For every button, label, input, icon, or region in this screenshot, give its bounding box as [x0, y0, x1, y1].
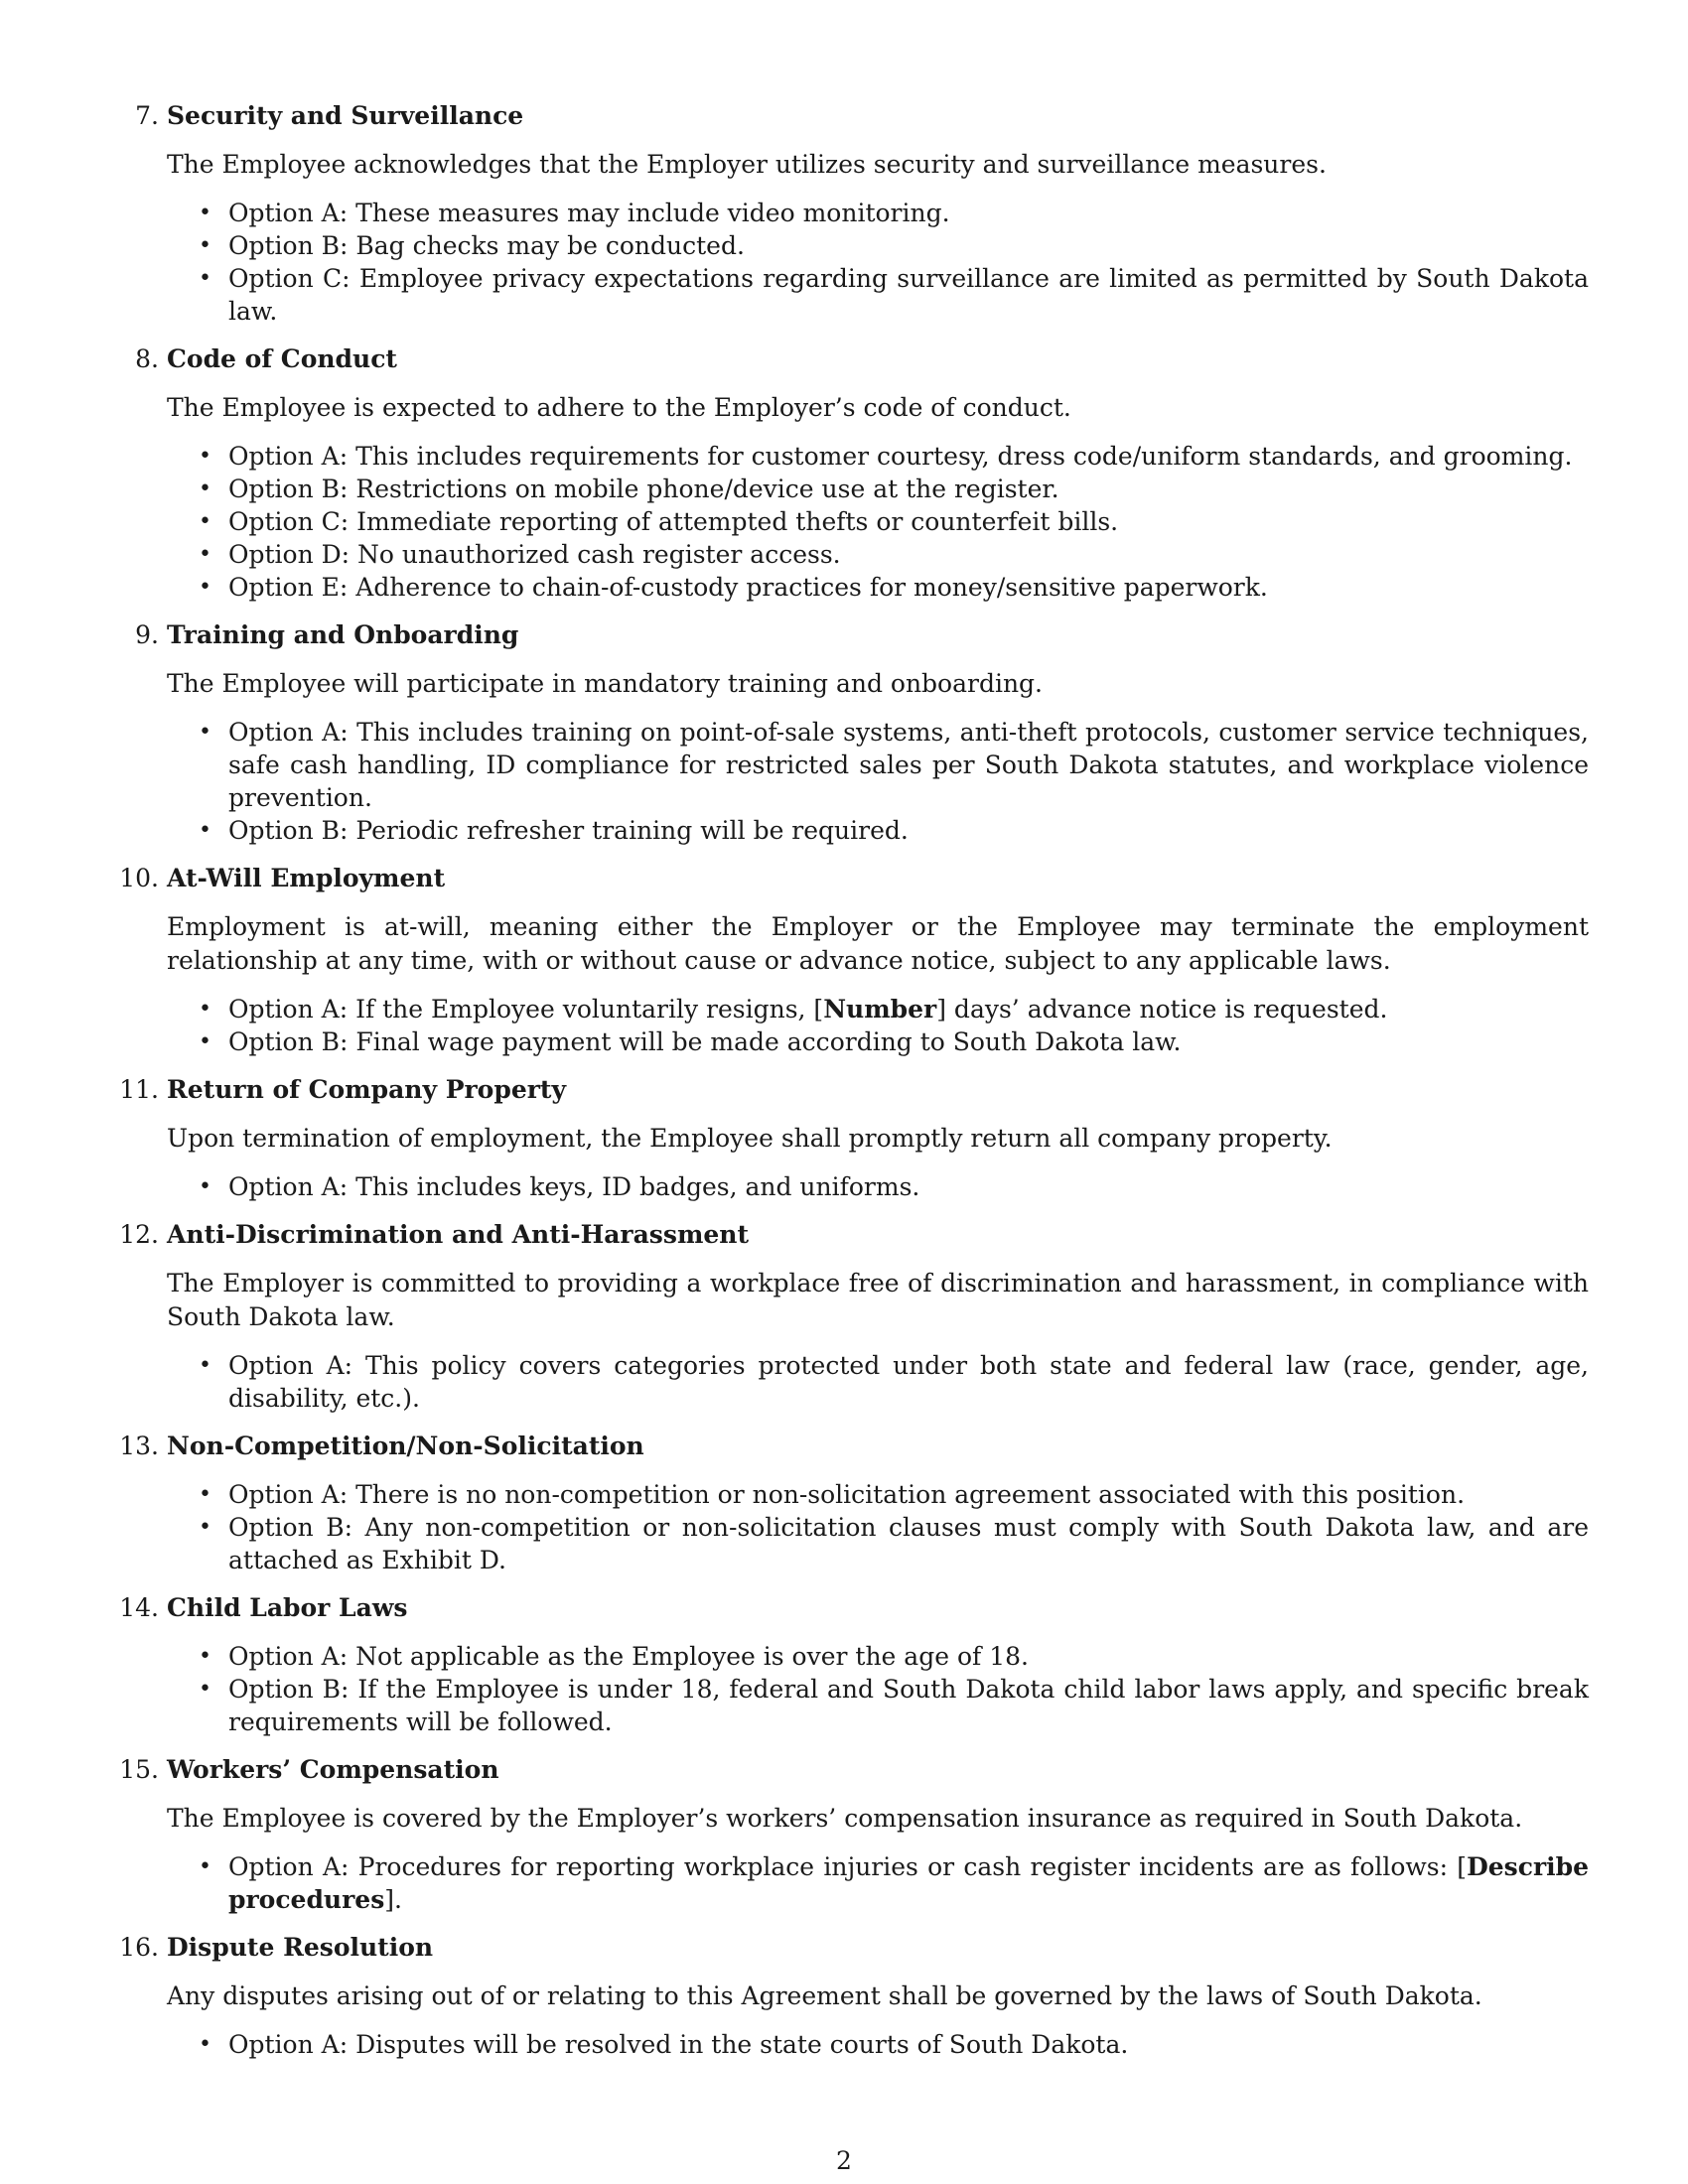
- section-title: Return of Company Property: [167, 1075, 566, 1104]
- option-text-before: Option A: If the Employee voluntarily resigns, [: [228, 995, 824, 1024]
- section-paragraph: The Employee will participate in mandatory training and onboarding.: [167, 669, 1044, 698]
- option-item: [167, 505, 1589, 538]
- section-number: 12.: [119, 1220, 159, 1249]
- option-item: [167, 993, 1589, 1025]
- bullet-icon: •: [199, 1515, 211, 1540]
- bullet-icon: •: [199, 1677, 211, 1702]
- option-item: [167, 229, 1589, 262]
- option-item: [167, 1170, 1589, 1203]
- option-text: Option B: Final wage payment will be made according to South Dakota law.: [228, 1027, 1182, 1056]
- option-text: Option A: This policy covers categories protected under both state and federal law (race, gender, age, disability, etc.).: [228, 1351, 1589, 1413]
- section-title: Code of Conduct: [167, 344, 397, 373]
- section-title: Security and Surveillance: [167, 101, 524, 130]
- bullet-icon: •: [199, 1029, 211, 1054]
- option-item: [167, 1640, 1589, 1673]
- option-text: Option D: No unauthorized cash register access.: [228, 540, 841, 569]
- bullet-icon: •: [199, 1482, 211, 1507]
- option-list: [167, 1478, 1589, 1576]
- option-item: [167, 1850, 1589, 1916]
- option-text: Option E: Adherence to chain-of-custody practices for money/sensitive paperwork.: [228, 573, 1268, 602]
- bullet-icon: •: [199, 201, 211, 225]
- section-number: 14.: [119, 1593, 159, 1622]
- section: [119, 1753, 1589, 1916]
- option-list: [167, 2028, 1589, 2061]
- option-text: Option B: Any non-competition or non-solicitation clauses must comply with South Dakota law, and are attached as Exhibit D.: [228, 1513, 1589, 1574]
- option-list: [167, 716, 1589, 847]
- option-text: [228, 995, 1387, 1024]
- section-number: 16.: [119, 1933, 159, 1962]
- section-title: Training and Onboarding: [167, 620, 519, 649]
- section-number: 15.: [119, 1755, 159, 1784]
- option-text: Option A: These measures may include video monitoring.: [228, 199, 950, 227]
- section-title: Dispute Resolution: [167, 1933, 434, 1962]
- page-number: 2: [836, 2146, 852, 2175]
- bullet-icon: •: [199, 720, 211, 745]
- option-text-after: ] days’ advance notice is requested.: [936, 995, 1388, 1024]
- section: [119, 1218, 1589, 1415]
- option-text-before: Option A: Procedures for reporting workplace injuries or cash register incidents are as follows: [: [228, 1852, 1468, 1881]
- option-item: [167, 571, 1589, 604]
- section-title: Non-Competition/Non-Solicitation: [167, 1432, 644, 1460]
- section-number: 9.: [135, 620, 159, 649]
- section-title: At-Will Employment: [167, 864, 446, 892]
- option-list: [167, 1850, 1589, 1916]
- section-paragraph: Employment is at-will, meaning either the Employer or the Employee may terminate the employment relationship at any time, with or without cause or advance notice, subject to any applicable laws.: [167, 912, 1589, 975]
- document-body: [119, 99, 1589, 2076]
- bullet-icon: •: [199, 575, 211, 600]
- option-item: [167, 814, 1589, 847]
- placeholder-field: Number: [823, 995, 937, 1024]
- option-text: Option A: This includes requirements for customer courtesy, dress code/uniform standards, and grooming.: [228, 442, 1573, 471]
- option-item: [167, 2028, 1589, 2061]
- option-text: Option A: There is no non-competition or non-solicitation agreement associated with this position.: [228, 1480, 1466, 1509]
- option-text: [228, 1852, 1589, 1914]
- bullet-icon: •: [199, 1854, 211, 1879]
- section-number: 13.: [119, 1432, 159, 1460]
- section-paragraph: Any disputes arising out of or relating to this Agreement shall be governed by the laws of South Dakota.: [167, 1981, 1482, 2010]
- option-text-after: ].: [384, 1885, 402, 1914]
- bullet-icon: •: [199, 997, 211, 1022]
- option-text: Option C: Immediate reporting of attempted thefts or counterfeit bills.: [228, 507, 1119, 536]
- section: [119, 862, 1589, 1058]
- option-list: [167, 1640, 1589, 1738]
- option-list: [167, 440, 1589, 604]
- option-text: Option B: Bag checks may be conducted.: [228, 231, 745, 260]
- option-item: [167, 440, 1589, 473]
- section-number: 11.: [119, 1075, 159, 1104]
- section-number: 10.: [119, 864, 159, 892]
- option-item: [167, 1478, 1589, 1511]
- option-list: [167, 1170, 1589, 1203]
- section-paragraph: The Employee is covered by the Employer’s workers’ compensation insurance as required in South Dakota.: [167, 1804, 1523, 1833]
- bullet-icon: •: [199, 444, 211, 469]
- option-item: [167, 716, 1589, 814]
- option-item: [167, 473, 1589, 505]
- option-item: [167, 1673, 1589, 1738]
- section: [119, 1591, 1589, 1738]
- option-list: [167, 1349, 1589, 1415]
- bullet-icon: •: [199, 1353, 211, 1378]
- option-item: [167, 262, 1589, 328]
- section-paragraph: The Employer is committed to providing a workplace free of discrimination and harassment, in compliance with South Dakota law.: [167, 1269, 1589, 1331]
- option-list: [167, 993, 1589, 1058]
- section-title: Child Labor Laws: [167, 1593, 408, 1622]
- section: [135, 99, 1589, 328]
- option-text: Option B: Periodic refresher training will be required.: [228, 816, 909, 845]
- bullet-icon: •: [199, 266, 211, 291]
- bullet-icon: •: [199, 1644, 211, 1669]
- bullet-icon: •: [199, 509, 211, 534]
- section-paragraph: The Employee acknowledges that the Employer utilizes security and surveillance measures.: [167, 150, 1327, 179]
- section: [119, 1931, 1589, 2061]
- option-text: Option B: Restrictions on mobile phone/device use at the register.: [228, 475, 1059, 503]
- section-title: Workers’ Compensation: [167, 1755, 499, 1784]
- section: [119, 1430, 1589, 1576]
- option-list: [167, 197, 1589, 328]
- option-text: Option A: Disputes will be resolved in the state courts of South Dakota.: [228, 2030, 1129, 2059]
- bullet-icon: •: [199, 1174, 211, 1199]
- bullet-icon: •: [199, 2032, 211, 2057]
- option-item: [167, 538, 1589, 571]
- section: [135, 342, 1589, 604]
- option-text: Option A: This includes training on point-of-sale systems, anti-theft protocols, customer service techniques, safe cash handling, ID compliance for restricted sales per South Dakota statutes, and workplace violence prevention.: [228, 718, 1589, 812]
- section: [119, 1073, 1589, 1203]
- option-text: Option A: Not applicable as the Employee is over the age of 18.: [228, 1642, 1029, 1671]
- section-title: Anti-Discrimination and Anti-Harassment: [167, 1220, 750, 1249]
- option-text: Option A: This includes keys, ID badges, and uniforms.: [228, 1172, 920, 1201]
- option-item: [167, 1349, 1589, 1415]
- option-item: [167, 197, 1589, 229]
- section-number: 8.: [135, 344, 159, 373]
- placeholder-field: Describe procedures: [228, 1852, 1589, 1914]
- section-paragraph: Upon termination of employment, the Employee shall promptly return all company property.: [167, 1124, 1333, 1153]
- section-number: 7.: [135, 101, 159, 130]
- bullet-icon: •: [199, 542, 211, 567]
- option-item: [167, 1511, 1589, 1576]
- bullet-icon: •: [199, 818, 211, 843]
- bullet-icon: •: [199, 233, 211, 258]
- option-text: Option B: If the Employee is under 18, federal and South Dakota child labor laws apply, and specific break requirements will be followed.: [228, 1675, 1589, 1736]
- section-paragraph: The Employee is expected to adhere to the Employer’s code of conduct.: [167, 393, 1071, 422]
- section: [135, 618, 1589, 847]
- option-text: Option C: Employee privacy expectations regarding surveillance are limited as permitted by South Dakota law.: [228, 264, 1589, 326]
- option-item: [167, 1025, 1589, 1058]
- bullet-icon: •: [199, 477, 211, 501]
